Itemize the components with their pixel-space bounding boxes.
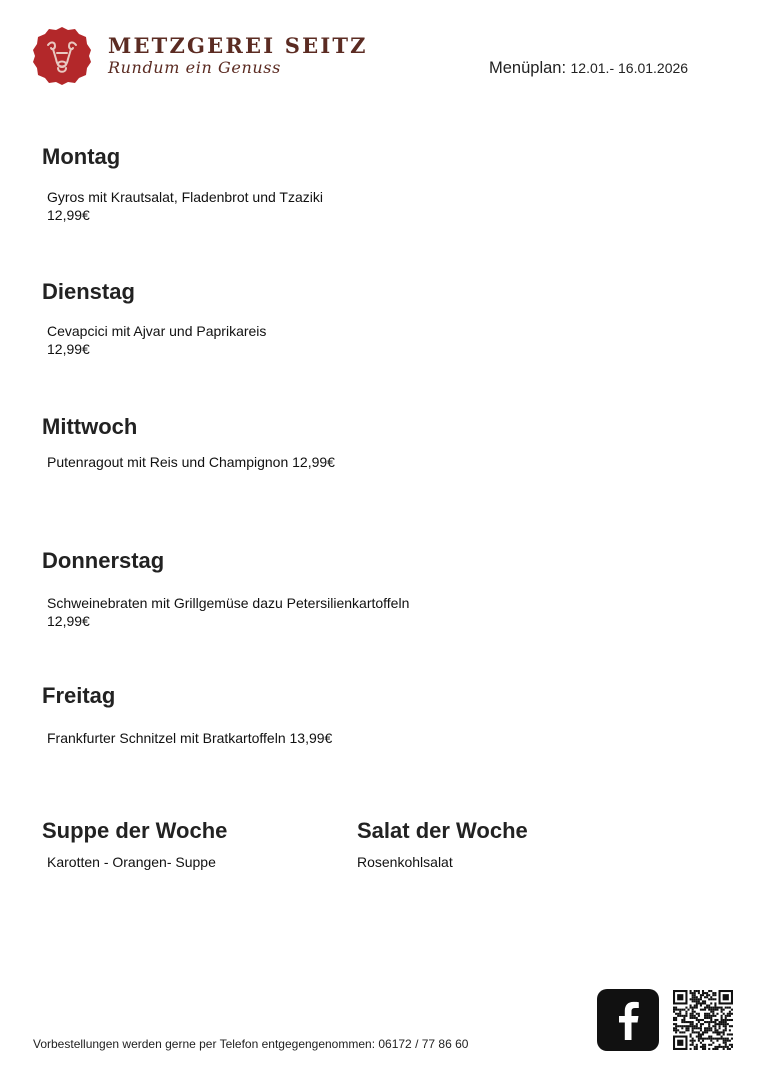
salad-item: Rosenkohlsalat	[357, 854, 453, 870]
footer-note: Vorbestellungen werden gerne per Telefon entgegengenommen: 06172 / 77 86 60	[33, 1037, 469, 1051]
dish-line: Frankfurter Schnitzel mit Bratkartoffeln 13,99€	[47, 730, 333, 746]
menu-period-label: Menüplan:	[489, 59, 567, 77]
dish-freitag	[47, 729, 332, 747]
dish-price: 12,99€	[47, 341, 90, 357]
dish-montag	[47, 188, 323, 224]
brand-tagline: Rundum ein Genuss	[108, 58, 281, 77]
soup-title: Suppe der Woche	[42, 818, 228, 843]
qr-code-icon	[673, 990, 733, 1050]
day-title-montag: Montag	[42, 144, 121, 169]
soup-item: Karotten - Orangen- Suppe	[47, 854, 216, 870]
menu-period-dates: 12.01.- 16.01.2026	[570, 60, 689, 76]
day-title-freitag: Freitag	[42, 683, 116, 708]
day-title-mittwoch: Mittwoch	[42, 414, 138, 439]
day-title-donnerstag: Donnerstag	[42, 548, 165, 573]
dish-line: Cevapcici mit Ajvar und Paprikareis	[47, 323, 267, 339]
facebook-icon[interactable]	[597, 989, 659, 1051]
logo-icon	[31, 25, 93, 87]
dish-price: 12,99€	[47, 207, 90, 223]
day-title-dienstag: Dienstag	[42, 279, 135, 304]
dish-line: Gyros mit Krautsalat, Fladenbrot und Tzaziki	[47, 189, 323, 205]
dish-mittwoch	[47, 453, 335, 471]
salad-title: Salat der Woche	[357, 818, 528, 843]
dish-donnerstag	[47, 594, 409, 630]
dish-price: 12,99€	[47, 613, 90, 629]
facebook-f-glyph	[597, 989, 659, 1051]
menu-period	[489, 59, 688, 78]
brand-name: METZGEREI SEITZ	[108, 33, 368, 58]
dish-line: Schweinebraten mit Grillgemüse dazu Petersilienkartoffeln	[47, 595, 410, 611]
dish-line: Putenragout mit Reis und Champignon 12,99€	[47, 454, 335, 470]
dish-dienstag	[47, 322, 266, 358]
